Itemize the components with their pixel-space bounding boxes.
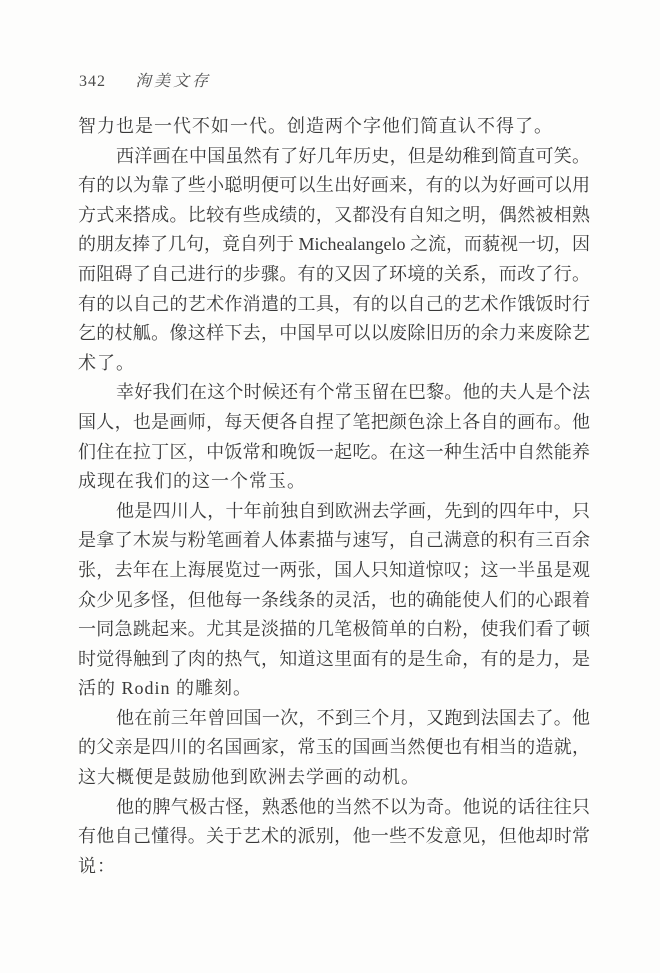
text-line: 成现在我们的这一个常玉。: [78, 471, 306, 492]
text-line: 有的以为靠了些小聪明便可以生出好画来，有的以为好画可以用: [78, 175, 590, 196]
text-line: 乞的杖觚。像这样下去，中国早可以以废除旧历的余力来废除艺: [78, 323, 590, 344]
text-line: 幸好我们在这个时候还有个常玉留在巴黎。他的夫人是个法: [116, 382, 590, 403]
text-line: 是拿了木炭与粉笔画着人体素描与速写，自己满意的积有三百余: [78, 530, 590, 551]
text-line: 们住在拉丁区，中饭常和晚饭一起吃。在这一种生活中自然能养: [78, 441, 590, 462]
text-line: 国人，也是画师，每天便各自捏了笔把颜色涂上各自的画布。他: [78, 411, 590, 432]
text-line: 他的脾气极古怪，熟悉他的当然不以为奇。他说的话往往只: [116, 796, 590, 817]
text-line: 他是四川人，十年前独自到欧洲去学画，先到的四年中，只: [116, 500, 590, 521]
text-line: 术了。: [78, 352, 135, 373]
running-title: 洵美文存: [135, 73, 212, 90]
text-line: 西洋画在中国虽然有了好几年历史，但是幼稚到简直可笑。: [116, 145, 590, 166]
text-line: 有他自己懂得。关于艺术的派别，他一些不发意见，但他却时常: [78, 826, 590, 847]
text-line: 的朋友捧了几句，竟自列于 Michealangelo 之流，而藐视一切，因: [78, 234, 590, 255]
text-line: 而阻碍了自己进行的步骤。有的又因了环境的关系，而改了行。: [78, 263, 590, 284]
text-line: 的父亲是四川的名国画家，常玉的国画当然便也有相当的造就，: [78, 737, 590, 758]
text-line: 张，去年在上海展览过一两张，国人只知道惊叹；这一半虽是观: [78, 559, 590, 580]
text-line: 这大概便是鼓励他到欧洲去学画的动机。: [78, 767, 420, 788]
text-line: 说：: [78, 855, 116, 876]
text-line: 他在前三年曾回国一次，不到三个月，又跑到法国去了。他: [116, 707, 590, 728]
text-line: 众少见多怪，但他每一条线条的灵活，也的确能使人们的心跟着: [78, 589, 590, 610]
text-line: 方式来搭成。比较有些成绩的，又都没有自知之明，偶然被相熟: [78, 204, 590, 225]
text-line: 活的 Rodin 的雕刻。: [78, 678, 253, 699]
body-text: [78, 112, 590, 881]
text-line: 时觉得触到了肉的热气，知道这里面有的是生命，有的是力，是: [78, 648, 590, 669]
text-line: 一同急跳起来。尤其是淡描的几笔极简单的白粉，使我们看了顿: [78, 619, 590, 640]
page-number: 342: [79, 73, 106, 90]
text-line: 有的以自己的艺术作消遣的工具，有的以自己的艺术作饿饭时行: [78, 293, 590, 314]
text-line: 智力也是一代不如一代。创造两个字他们简直认不得了。: [78, 116, 553, 136]
page-header: [79, 68, 211, 91]
